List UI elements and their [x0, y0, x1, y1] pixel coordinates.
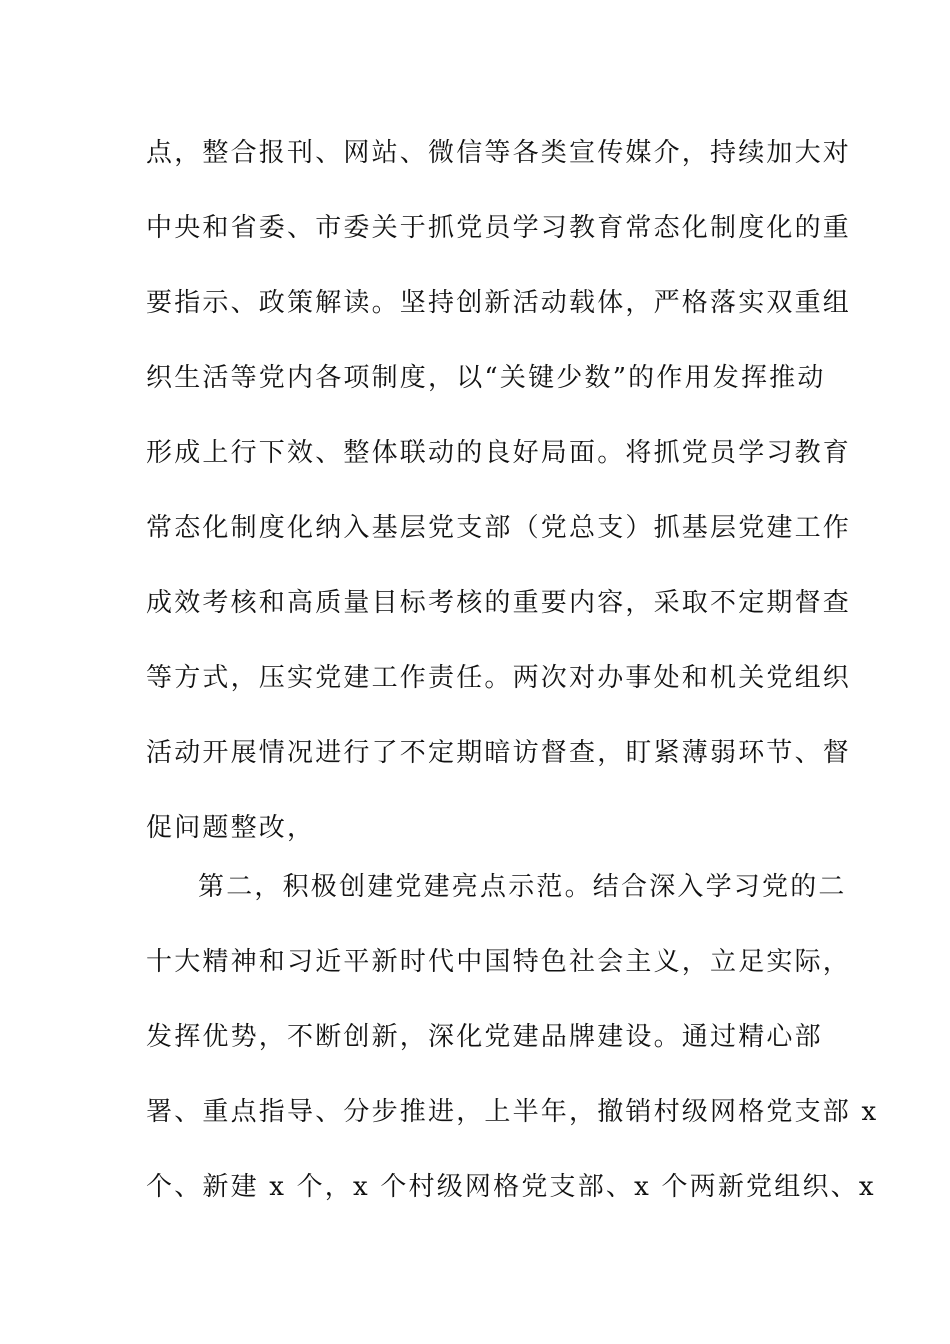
text-line-4: 织生活等党内各项制度，以“关键少数”的作用发挥推动 — [146, 363, 826, 393]
text-line-13: 发挥优势，不断创新，深化党建品牌建设。通过精心部 — [146, 1022, 823, 1052]
text-line-8: 等方式，压实党建工作责任。两次对办事处和机关党组织 — [146, 663, 852, 693]
text-line-12: 十大精神和习近平新时代中国特色社会主义，立足实际， — [146, 947, 852, 977]
text-line-1: 点，整合报刊、网站、微信等各类宣传媒介，持续加大对 — [146, 138, 852, 168]
text-line-6: 常态化制度化纳入基层党支部（党总支）抓基层党建工作 — [146, 513, 852, 543]
text-line-5: 形成上行下效、整体联动的良好局面。将抓党员学习教育 — [146, 438, 852, 468]
text-line-3: 要指示、政策解读。坚持创新活动载体，严格落实双重组 — [146, 288, 852, 318]
text-line-7: 成效考核和高质量目标考核的重要内容，采取不定期督查 — [146, 588, 852, 618]
text-line-15: 个、新建 x 个，x 个村级网格党支部、x 个两新党组织、x — [146, 1172, 876, 1202]
text-line-2: 中央和省委、市委关于抓党员学习教育常态化制度化的重 — [146, 213, 852, 243]
text-line-10: 促问题整改， — [146, 813, 316, 843]
text-line-9: 活动开展情况进行了不定期暗访督查，盯紧薄弱环节、督 — [146, 738, 852, 768]
paragraph-2-first-line: 第二，积极创建党建亮点示范。结合深入学习党的二 — [198, 872, 847, 902]
text-line-14: 署、重点指导、分步推进，上半年，撤销村级网格党支部 x — [146, 1097, 879, 1127]
